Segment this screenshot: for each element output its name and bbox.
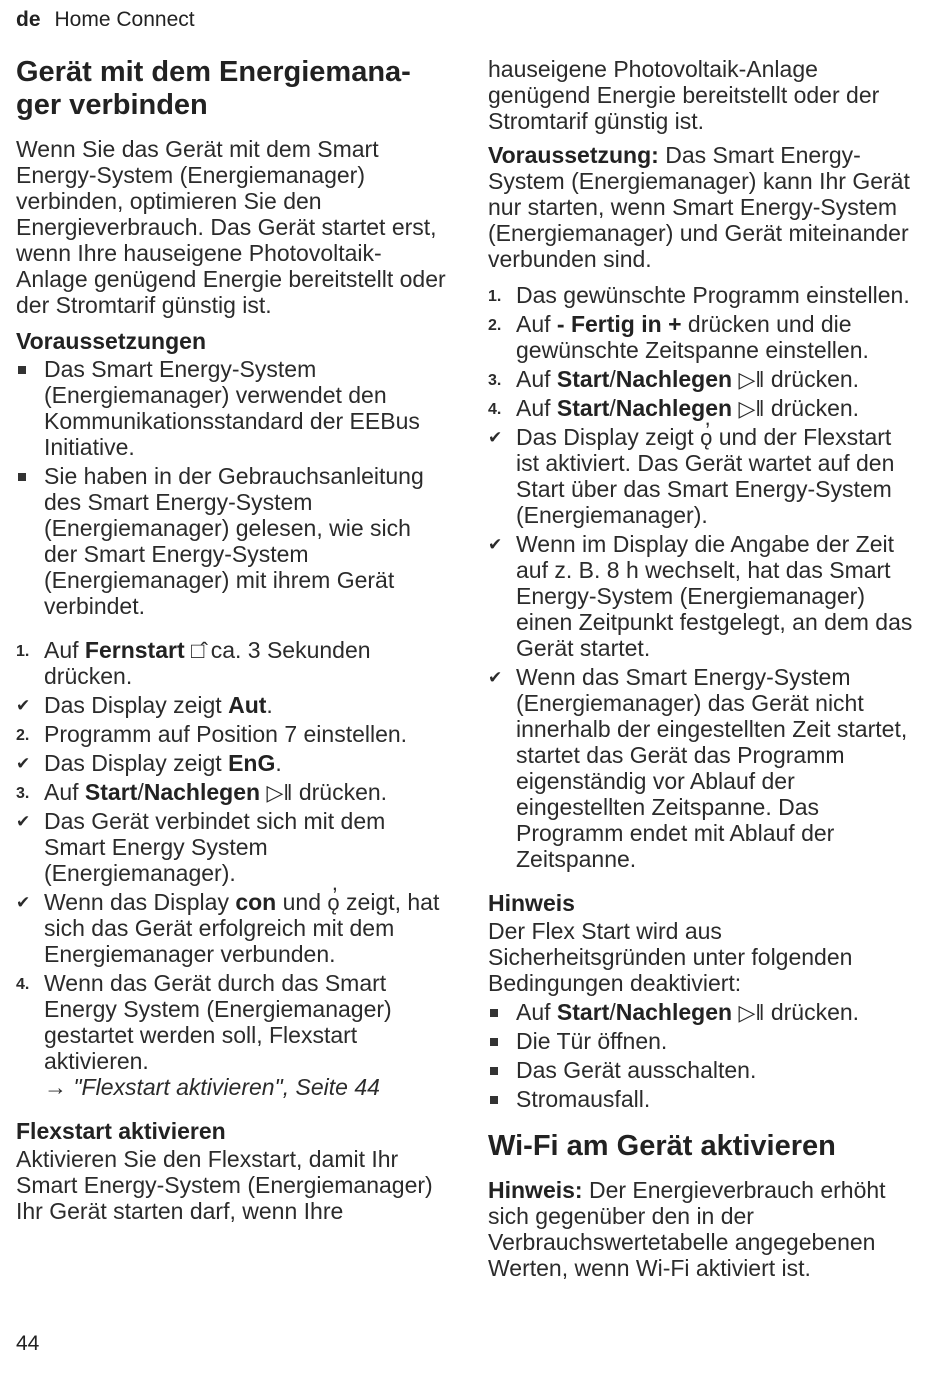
flexstart-icon: ǫ̓ — [700, 425, 713, 450]
right-column — [488, 56, 918, 1289]
check-icon: ✔ — [488, 535, 503, 554]
check-icon: ✔ — [16, 812, 31, 831]
start-pause-icon: ▷‖ — [266, 780, 293, 805]
start-pause-icon: ▷‖ — [738, 367, 765, 392]
cross-reference-link[interactable]: → "Flexstart aktivieren", Seite 44 — [44, 1074, 380, 1100]
flexstart-paragraph-continued: hauseigene Photovoltaik-Anlage genügend Energie bereitstellt oder der Stromtarif günstig ist. — [488, 56, 880, 134]
prerequisite-paragraph: Voraussetzung: Das Smart Energy-System (Energiemanager) kann Ihr Gerät nur starten, wenn Smart Energy-System (Energiemanager) und Gerät miteinander verbunden sind. — [488, 142, 910, 272]
check-icon: ✔ — [16, 696, 31, 715]
list-item: Stromausfall. — [516, 1086, 651, 1112]
start-pause-icon: ▷‖ — [738, 396, 765, 421]
wifi-note-paragraph: Hinweis: Der Energieverbrauch erhöht sich gegenüber den in der Verbrauchswertetabelle angegebenen Werten, wenn Wi-Fi aktiviert ist. — [488, 1177, 886, 1281]
prerequisites-heading: Voraussetzungen — [16, 328, 206, 354]
section-title-wifi: Wi-Fi am Gerät aktivieren — [488, 1130, 836, 1162]
flexstart-paragraph: Aktivieren Sie den Flexstart, damit Ihr Smart Energy-System (Energiemanager) Ihr Gerät starten darf, wenn Ihre — [16, 1146, 433, 1224]
result-3: ✔ Das Gerät verbindet sich mit dem Smart Energy System (Energiemanager). — [16, 808, 386, 886]
section-title-energy-manager: Gerät mit dem Energiemana- ger verbinden — [16, 56, 411, 121]
list-item: Das Smart Energy-System (Energiemanager) verwendet den Kommunikationsstandard der EEBus Initiative. — [44, 356, 420, 460]
check-icon: ✔ — [488, 668, 503, 687]
note-heading: Hinweis — [488, 890, 575, 916]
list-item: Das Gerät ausschalten. — [516, 1057, 757, 1083]
left-column — [16, 56, 446, 1232]
page-header — [16, 8, 195, 32]
result-2: ✔ Wenn im Display die Angabe der Zeit auf z. B. 8 h wechselt, hat das Smart Energy-System (Energiemanager) einen Zeitpunkt festgelegt, an dem das Gerät startet. — [488, 531, 913, 661]
step-2: 2. Auf - Fertig in + drücken und die gewünschte Zeitspanne einstellen. — [488, 311, 869, 363]
result-2: ✔ Das Display zeigt EnG. — [16, 750, 282, 776]
list-item: Sie haben in der Gebrauchsanleitung des Smart Energy-System (Energiemanager) gelesen, wie sich der Smart Energy-System (Energiemanager) mit ihrem Gerät verbindet. — [44, 463, 424, 619]
header-title: Home Connect — [54, 8, 195, 31]
step-3: 3. Auf Start/Nachlegen ▷‖ drücken. — [488, 366, 860, 392]
flexstart-icon: ǫ̓ — [327, 890, 340, 915]
language-tag: de — [16, 8, 41, 31]
check-icon: ✔ — [16, 754, 31, 773]
step-4: 4. Wenn das Gerät durch das Smart Energy System (Energiemanager) gestartet werden soll, Flexstart aktivieren. → "Flexstart aktivieren", Seite 44 — [16, 970, 392, 1100]
list-item: Auf Start/Nachlegen ▷‖ drücken. — [516, 999, 860, 1025]
check-icon: ✔ — [488, 428, 503, 447]
result-1: ✔ Das Display zeigt ǫ̓ und der Flexstart ist aktiviert. Das Gerät wartet auf den Start über das Smart Energy-System (Energiemanager). — [488, 424, 895, 528]
intro-paragraph: Wenn Sie das Gerät mit dem Smart Energy-System (Energiemanager) verbinden, optimieren Sie den Energieverbrauch. Das Gerät startet erst, wenn Ihre hauseigene Photovoltaik-Anlage genügend Energie bereitstellt oder der Stromtarif günstig ist. — [16, 136, 446, 318]
result-1: ✔ Das Display zeigt Aut. — [16, 692, 273, 718]
flexstart-heading: Flexstart aktivieren — [16, 1118, 226, 1144]
step-1: 1. Auf Fernstart □̂ ca. 3 Sekunden drücken. — [16, 637, 371, 689]
step-1: 1. Das gewünschte Programm einstellen. — [488, 282, 910, 308]
remote-start-icon: □̂ — [191, 638, 205, 663]
check-icon: ✔ — [16, 893, 31, 912]
step-3: 3. Auf Start/Nachlegen ▷‖ drücken. — [16, 779, 388, 805]
page-number: 44 — [16, 1332, 40, 1355]
step-4: 4. Auf Start/Nachlegen ▷‖ drücken. — [488, 395, 860, 421]
step-2: 2. Programm auf Position 7 einstellen. — [16, 721, 408, 747]
start-pause-icon: ▷‖ — [738, 1000, 765, 1025]
note-paragraph: Der Flex Start wird aus Sicherheitsgründen unter folgenden Bedingungen deaktiviert: — [488, 918, 853, 996]
list-item: Die Tür öffnen. — [516, 1028, 668, 1054]
result-3: ✔ Wenn das Smart Energy-System (Energiemanager) das Gerät nicht innerhalb der eingestellten Zeit startet, startet das Gerät das Programm eigenständig vor Ablauf der eingestellten Zeitspanne. Das Programm endet mit Ablauf der Zeitspanne. — [488, 664, 908, 872]
result-4: ✔ Wenn das Display con und ǫ̓ zeigt, hat sich das Gerät erfolgreich mit dem Energiemanager verbunden. — [16, 889, 440, 967]
